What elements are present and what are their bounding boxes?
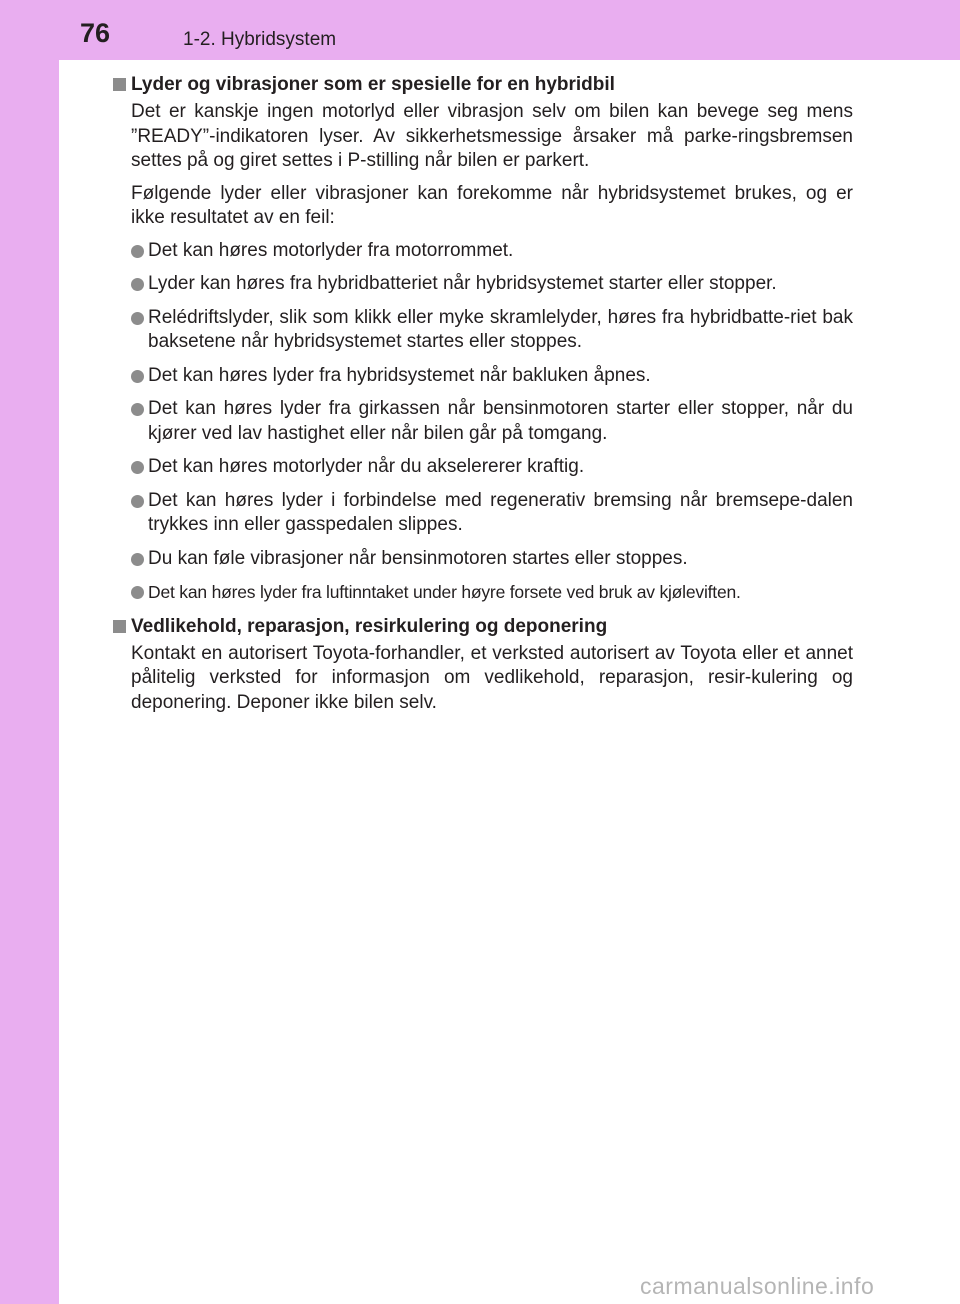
section-heading-text: Lyder og vibrasjoner som er spesielle for en hybridbil xyxy=(131,74,615,95)
paragraph: Følgende lyder eller vibrasjoner kan forekomme når hybridsystemet brukes, og er ikke resultatet av en feil: xyxy=(131,182,853,228)
list-item-text: Det kan høres lyder fra hybridsystemet når bakluken åpnes. xyxy=(148,364,651,386)
circle-bullet-icon xyxy=(131,403,144,416)
section-heading-text: Vedlikehold, reparasjon, resirkulering og deponering xyxy=(131,615,608,637)
header-color-band xyxy=(0,0,960,60)
watermark: carmanualsonline.info xyxy=(640,1273,875,1299)
list-item xyxy=(131,306,853,355)
paragraph: Det er kanskje ingen motorlyd eller vibrasjon selv om bilen kan bevege seg mens ”READY”-indikatoren lyser. Av sikkerhetsmessige årsaker må parke-ringsbremsen settes på og giret settes i P-stilling når bilen er parkert. xyxy=(131,101,853,171)
square-bullet-icon xyxy=(113,78,126,91)
page-content xyxy=(113,72,853,723)
list-item xyxy=(131,489,853,538)
paragraph: Kontakt en autorisert Toyota-forhandler, et verksted autorisert av Toyota eller et annet pålitelig verksted for informasjon om vedlikehold, reparasjon, resir-kulering og deponering. Deponer ikke bilen selv. xyxy=(131,642,853,713)
list-item xyxy=(131,580,853,605)
list-item-text: Det kan høres lyder fra girkassen når bensinmotoren starter eller stopper, når du kjører ved lav hastighet eller når bilen går på tomgang. xyxy=(148,398,853,444)
list-item xyxy=(131,397,853,446)
circle-bullet-icon xyxy=(131,278,144,291)
circle-bullet-icon xyxy=(131,461,144,474)
bullet-list xyxy=(113,239,853,605)
list-item-text: Lyder kan høres fra hybridbatteriet når hybridsystemet starter eller stopper. xyxy=(148,273,777,294)
list-item xyxy=(131,455,853,480)
page-number: 76 xyxy=(80,18,111,48)
square-bullet-icon xyxy=(113,620,126,633)
list-item xyxy=(131,239,853,264)
circle-bullet-icon xyxy=(131,553,144,566)
circle-bullet-icon xyxy=(131,370,144,383)
section-heading xyxy=(113,614,853,640)
list-item-text: Det kan høres lyder i forbindelse med regenerativ bremsing når bremsepe-dalen trykkes inn eller gasspedalen slippes. xyxy=(148,489,853,535)
section-heading xyxy=(113,72,853,98)
list-item xyxy=(131,272,853,297)
side-color-band xyxy=(0,0,59,1304)
list-item-text: Det kan høres motorlyder når du akselererer kraftig. xyxy=(148,456,585,477)
circle-bullet-icon xyxy=(131,312,144,325)
list-item-text: Det kan høres lyder fra luftinntaket under høyre forsete ved bruk av kjøleviften. xyxy=(148,582,741,602)
list-item xyxy=(131,547,853,572)
list-item-text: Det kan høres motorlyder fra motorrommet. xyxy=(148,239,514,261)
list-item-text: Du kan føle vibrasjoner når bensinmotoren startes eller stoppes. xyxy=(148,547,688,569)
list-item xyxy=(131,364,853,389)
circle-bullet-icon xyxy=(131,495,144,508)
list-item-text: Relédriftslyder, slik som klikk eller myke skramlelyder, høres fra hybridbatte-riet bak baksetene når hybridsystemet startes eller stoppes. xyxy=(148,306,853,352)
circle-bullet-icon xyxy=(131,245,144,258)
section-title: 1-2. Hybridsystem xyxy=(183,29,337,50)
circle-bullet-icon xyxy=(131,586,144,599)
